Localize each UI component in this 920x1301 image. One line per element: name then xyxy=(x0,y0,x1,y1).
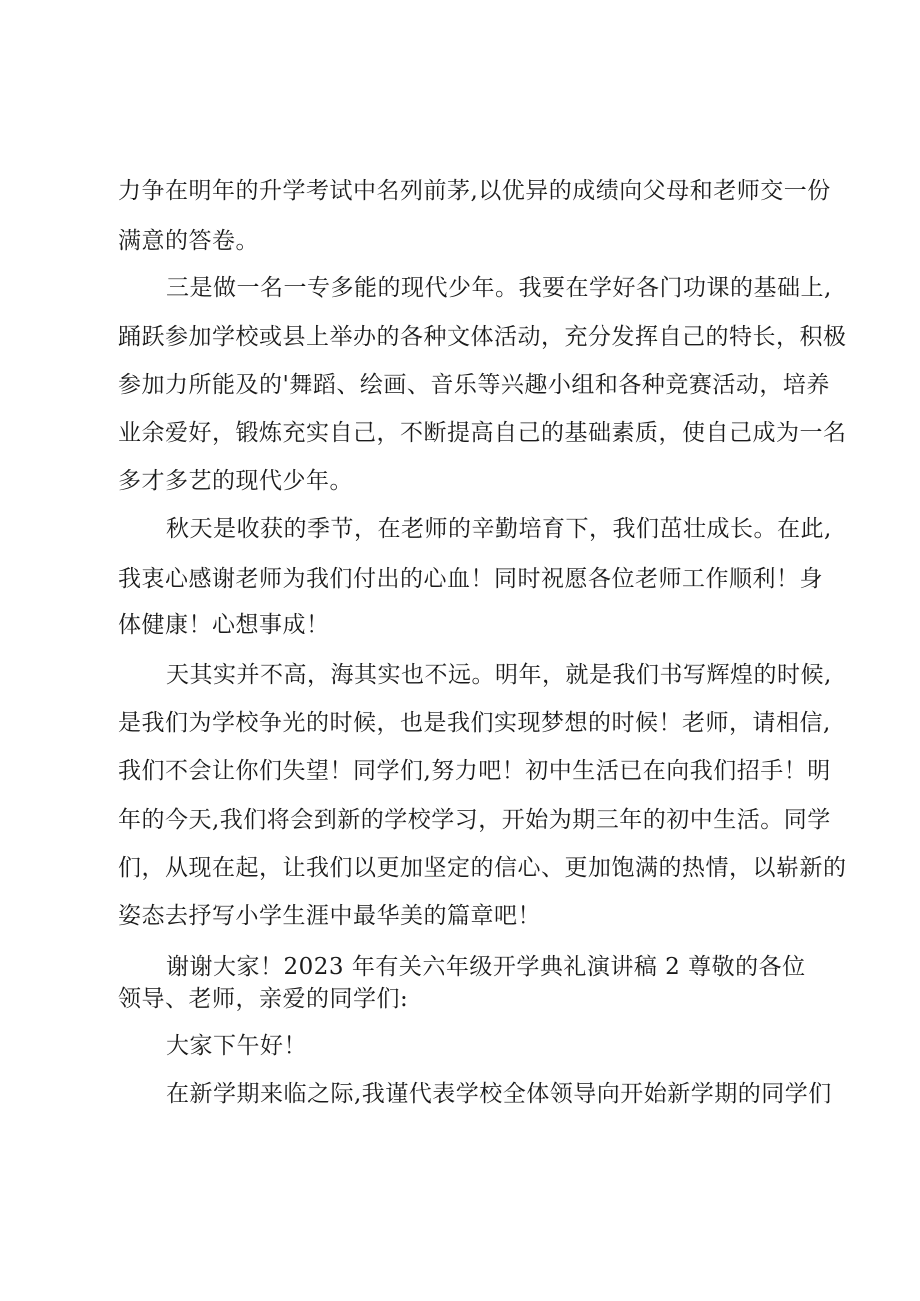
paragraph-start-line: 在新学期来临之际,我谨代表学校全体领导向开始新学期的同学们 xyxy=(166,1081,832,1107)
paragraph-start-line: 秋天是收获的季节，在老师的辛勤培育下，我们茁壮成长。在此, xyxy=(166,516,832,542)
text-line: 参加力所能及的'舞蹈、绘画、音乐等兴趣小组和各种竞赛活动，培养 xyxy=(118,372,830,398)
text-line: 体健康！心想事成！ xyxy=(118,612,330,638)
text-line: 我衷心感谢老师为我们付出的心血！同时祝愿各位老师工作顺利！身 xyxy=(118,566,823,592)
greeting-line: 大家下午好！ xyxy=(166,1033,307,1059)
text-line: 领导、老师，亲爱的同学们: xyxy=(118,986,409,1012)
text-line: 力争在明年的升学考试中名列前茅,以优异的成绩向父母和老师交一份 xyxy=(118,178,831,204)
text-line: 年的今天,我们将会到新的学校学习，开始为期三年的初中生活。同学 xyxy=(118,807,831,833)
text-line: 多才多艺的现代少年。 xyxy=(118,468,353,494)
paragraph-start-line: 三是做一名一专多能的现代少年。我要在学好各门功课的基础上, xyxy=(166,275,832,301)
text-line: 我们不会让你们失望！同学们,努力吧！初中生活已在向我们招手！明 xyxy=(118,758,831,784)
text-line: 是我们为学校争光的时候，也是我们实现梦想的时候！老师，请相信, xyxy=(118,710,831,736)
text-line: 们，从现在起，让我们以更加坚定的信心、更加饱满的热情，以崭新的 xyxy=(118,855,847,881)
paragraph-start-line: 谢谢大家！2023 年有关六年级开学典礼演讲稿 2 尊敬的各位 xyxy=(166,954,806,980)
text-line: 满意的答卷。 xyxy=(118,228,259,254)
paragraph-start-line: 天其实并不高，海其实也不远。明年，就是我们书写辉煌的时候, xyxy=(166,662,832,688)
text-line: 踊跃参加学校或县上举办的各种文体活动，充分发挥自己的特长，积极 xyxy=(118,324,847,350)
text-line: 姿态去抒写小学生涯中最华美的篇章吧！ xyxy=(118,903,541,929)
text-line: 业余爱好，锻炼充实自己，不断提高自己的基础素质，使自己成为一名 xyxy=(118,420,847,446)
